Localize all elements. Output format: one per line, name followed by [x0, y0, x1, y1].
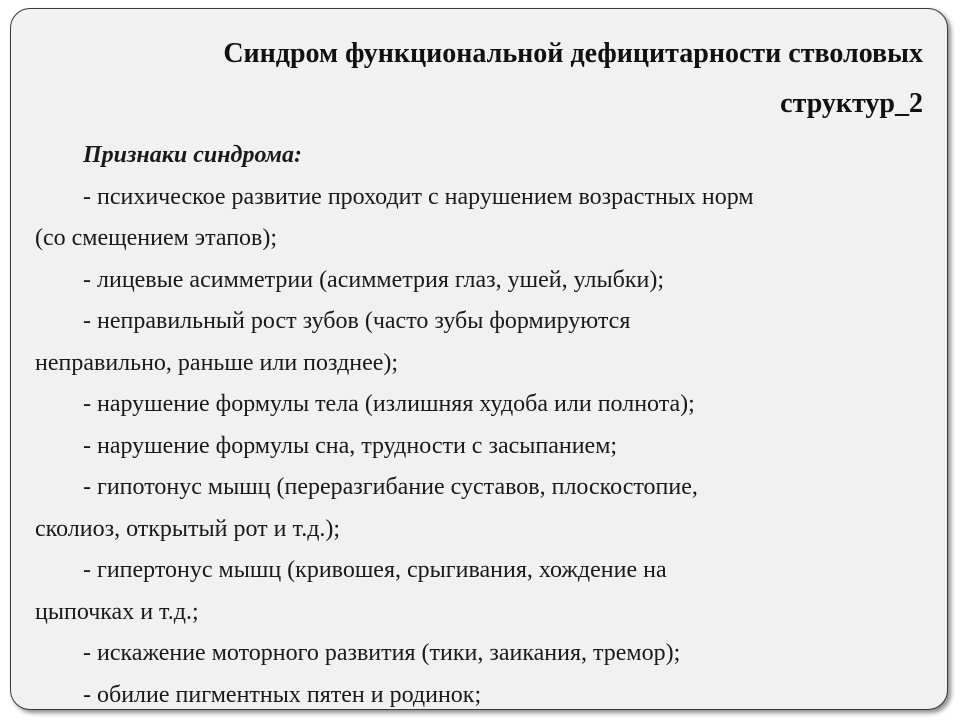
section-heading: Признаки синдрома: — [83, 142, 302, 168]
sign-line: - нарушение формулы тела (излишняя худоба или полнота); — [83, 391, 695, 417]
sign-line: - искажение моторного развития (тики, заикания, тремор); — [83, 640, 681, 666]
sign-line: неправильно, раньше или позднее); — [35, 349, 399, 376]
sign-list — [35, 177, 925, 711]
sign-line: - гипертонус мышц (кривошея, срыгивания, хождение на — [83, 557, 667, 583]
sign-line: цыпочках и т.д.; — [35, 598, 199, 625]
title-line-2: структур_2 — [780, 88, 923, 119]
slide-frame — [10, 8, 948, 710]
slide-body — [35, 135, 925, 710]
title-line-1: Синдром функциональной дефицитарности стволовых — [223, 38, 923, 69]
sign-line: (со смещением этапов); — [35, 225, 278, 251]
sign-line: - нарушение формулы сна, трудности с засыпанием; — [83, 432, 618, 459]
sign-line: - обилие пигментных пятен и родинок; — [83, 681, 482, 708]
sign-line: сколиоз, открытый рот и т.д.); — [35, 515, 341, 542]
slide-title — [103, 29, 923, 129]
sign-line: - психическое развитие проходит с нарушением возрастных норм — [83, 183, 754, 210]
sign-line: - гипотонус мышц (переразгибание суставов, плоскостопие, — [83, 474, 698, 500]
sign-line: - лицевые асимметрии (асимметрия глаз, ушей, улыбки); — [83, 266, 665, 293]
sign-line: - неправильный рост зубов (часто зубы формируются — [83, 308, 631, 334]
